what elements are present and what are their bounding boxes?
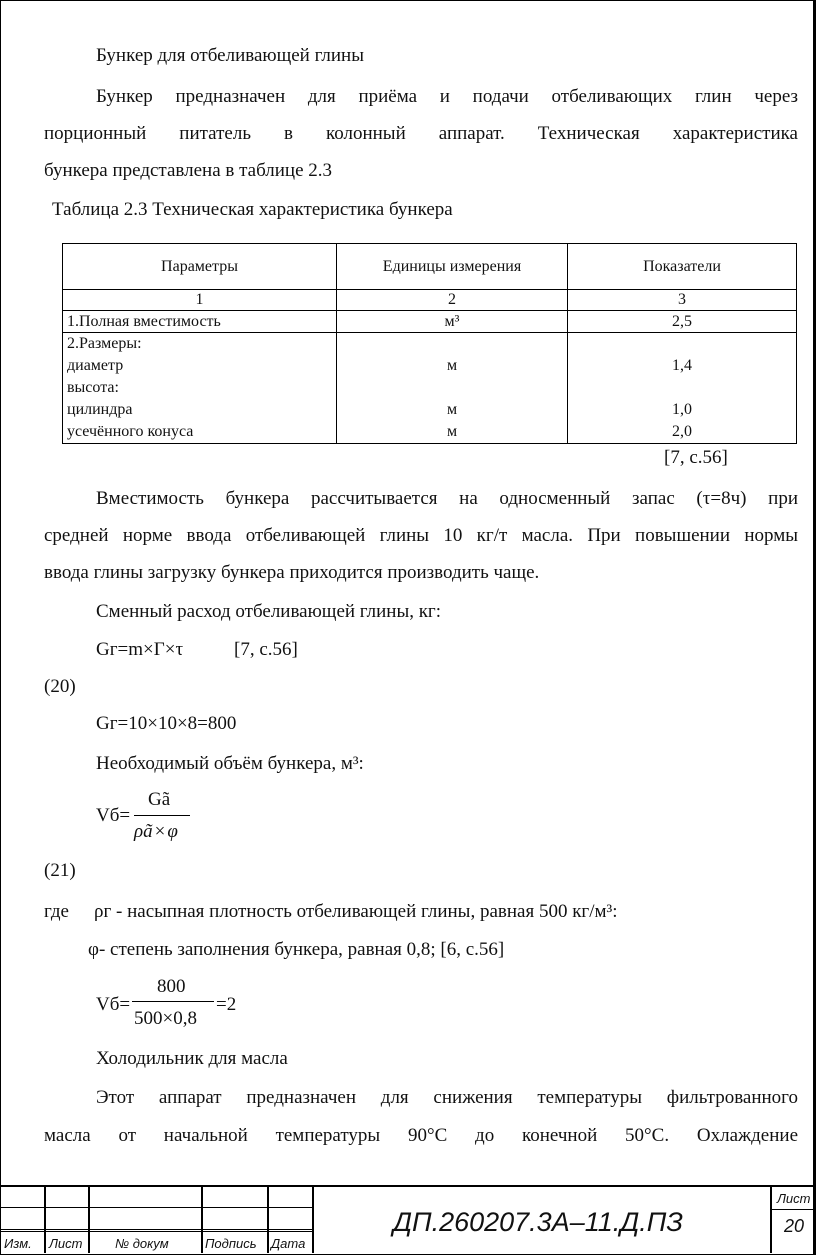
heading-bunker: Бункер для отбеливающей глины	[96, 45, 364, 66]
calc-20	[96, 714, 236, 733]
equation-number-20: (20)	[44, 676, 76, 697]
row2-value	[572, 333, 792, 355]
stamp-label-signature: Подпись	[205, 1236, 257, 1251]
formula20-lhs: Gг=m	[96, 639, 144, 660]
header-values: Показатели	[568, 244, 797, 290]
header-params: Параметры	[63, 244, 337, 290]
para1-line3: бункера представлена в таблице 2.3	[44, 160, 333, 181]
shift-consumption-text: Сменный расход отбеливающей глины, кг:	[96, 601, 442, 622]
calc20-c: 8=800	[187, 713, 237, 734]
where-word: где	[44, 901, 69, 922]
title-block	[0, 1185, 814, 1255]
row2-values	[568, 333, 797, 444]
para2-line2: средней норме ввода отбеливающей глины 10 кг/т масла. При повышении нормы	[44, 525, 798, 546]
page-frame-right	[813, 0, 815, 1255]
row2-params	[63, 333, 337, 444]
para2-line1: Вместимость бункера рассчитывается на односменный запас (τ=8ч) при	[96, 488, 798, 509]
para1-line2: порционный питатель в колонный аппарат. Техническая характеристика	[44, 123, 798, 144]
formula20-mid: Г	[153, 639, 165, 660]
row2-param-diameter: диаметр	[67, 357, 124, 374]
formula21-numerator: Gã	[148, 789, 171, 810]
fraction-bar	[132, 1001, 214, 1002]
times-sign: ×	[164, 639, 176, 660]
row2-unit: м	[446, 423, 458, 440]
row2-unit	[341, 377, 563, 399]
stamp-label-sheet: Лист	[49, 1236, 83, 1251]
stamp-line	[201, 1187, 203, 1253]
para2-line3: ввода глины загрузку бункера приходится производить чаще.	[44, 562, 540, 583]
row2-value	[572, 377, 792, 399]
row2-value: 2,0	[672, 423, 692, 440]
stamp-line	[88, 1187, 90, 1253]
formula21-lhs: Vб=	[96, 805, 131, 826]
times-sign: ×	[176, 713, 188, 734]
sheet-number: 20	[784, 1216, 805, 1236]
stamp-label-date: Дата	[271, 1236, 306, 1251]
formula-20	[96, 640, 183, 659]
stamp-line	[770, 1187, 772, 1253]
table-row	[63, 333, 797, 444]
heading-cooler: Холодильник для масла	[96, 1048, 288, 1069]
header-units: Единицы измерения	[337, 244, 568, 290]
para3-line1: Этот аппарат предназначен для снижения температуры фильтрованного	[96, 1087, 798, 1108]
row2-value: 1,0	[672, 401, 692, 418]
table-caption: Таблица 2.3 Техническая характеристика бункера	[52, 199, 453, 220]
row2-unit: м	[446, 357, 458, 374]
times-sign: ×	[154, 821, 166, 842]
table-row	[63, 311, 797, 333]
row2-value: 1,4	[672, 357, 692, 374]
fraction-bar	[134, 815, 190, 816]
calc21-den-a: 500	[134, 1008, 163, 1029]
spec-table	[62, 243, 797, 444]
calc21-denominator	[134, 1009, 197, 1028]
stamp-line	[770, 1209, 814, 1210]
stamp-label-change: Изм.	[4, 1236, 32, 1251]
equation-number-21: (21)	[44, 860, 76, 881]
calc21-den-b: 0,8	[173, 1008, 197, 1029]
row2-param-cylinder: цилиндра	[67, 401, 133, 418]
table-reference: [7, с.56]	[664, 447, 728, 468]
times-sign: ×	[147, 713, 158, 734]
calc20-b: 10	[157, 713, 177, 734]
col-number-2: 2	[337, 290, 568, 311]
stamp-line	[44, 1187, 46, 1253]
rho-definition: ρг - насыпная плотность отбеливающей глины, равная 500 кг/м³:	[94, 901, 618, 922]
row2-param-title: 2.Размеры:	[67, 335, 142, 352]
formula20-end: τ	[175, 639, 184, 660]
stamp-label-docnum: № докум	[115, 1236, 169, 1251]
formula21-denominator	[134, 822, 178, 841]
row2-unit: м	[446, 401, 458, 418]
calc21-result: =2	[216, 994, 237, 1015]
rho-symbol: ρã	[134, 821, 153, 842]
calc21-lhs: Vб=	[96, 994, 131, 1015]
row1-param: 1.Полная вместимость	[63, 311, 337, 333]
row2-param-height: высота:	[67, 379, 119, 396]
stamp-line	[267, 1187, 269, 1253]
row2-units	[337, 333, 568, 444]
para3-line2: масла от начальной температуры 90°С до конечной 50°С. Охлаждение	[44, 1125, 798, 1146]
row1-value: 2,5	[568, 311, 797, 333]
times-sign: ×	[143, 639, 154, 660]
calc20-a: Gг=10	[96, 713, 148, 734]
row1-unit: м³	[337, 311, 568, 333]
col-number-3: 3	[568, 290, 797, 311]
volume-text: Необходимый объём бункера, м³:	[96, 753, 364, 774]
col-number-1: 1	[63, 290, 337, 311]
para1-line1: Бункер предназначен для приёма и подачи отбеливающих глин через	[96, 86, 798, 107]
row2-param-cone: усечённого конуса	[67, 423, 194, 440]
formula20-reference: [7, с.56]	[234, 639, 298, 660]
phi-symbol: φ	[167, 821, 178, 842]
calc21-numerator: 800	[157, 976, 186, 997]
sheet-label: Лист	[777, 1191, 811, 1206]
stamp-line	[312, 1187, 314, 1253]
times-sign: ×	[162, 1008, 174, 1029]
phi-definition: φ- степень заполнения бункера, равная 0,8; [6, с.56]	[88, 939, 505, 960]
row2-unit	[341, 333, 563, 355]
document-code: ДП.260207.3А–11.Д.ПЗ	[393, 1207, 683, 1237]
